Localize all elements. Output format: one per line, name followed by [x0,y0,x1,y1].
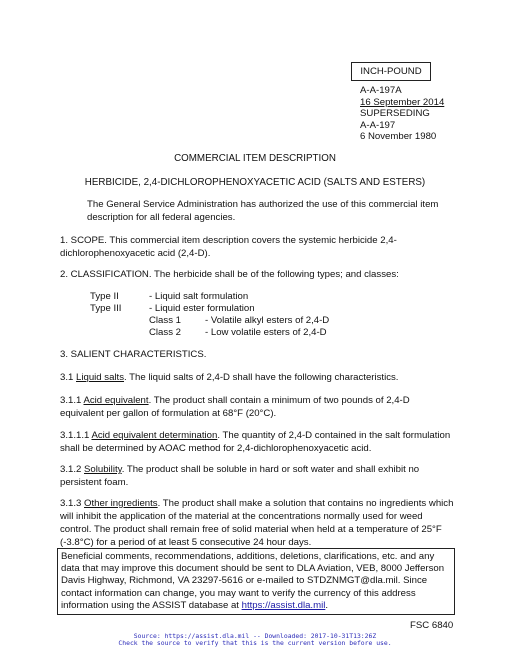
classification-paragraph: 2. CLASSIFICATION. The herbicide shall be of the following types; and classes: [60,269,399,280]
document-subtitle: HERBICIDE, 2,4-DICHLOROPHENOXYACETIC ACID (SALTS AND ESTERS) [84,177,426,188]
section-3-1-text: . The liquid salts of 2,4-D shall have the following characteristics. [124,372,399,383]
type-iii-description: - Liquid ester formulation [149,303,255,314]
section-3-1-1-1-text: . The quantity of 2,4-D contained in the salt formulation shall be determined by AOAC method for 2,4-dichlorophenoxyacetic acid. [60,430,451,454]
section-3-1-1 [60,394,448,420]
section-3-1-2-text: . The product shall be soluble in hard or soft water and shall exhibit no persistent foam. [60,464,420,488]
type-iii-label: Type III [90,303,122,314]
section-3-1-number: 3.1 [60,372,77,383]
notice-end: . [325,599,329,611]
document-date: 16 September 2014 [360,96,445,108]
section-3-1-1-heading: Acid equivalent [83,395,149,406]
inch-pound-stamp: INCH-POUND [351,62,431,81]
superseded-id: A-A-197 [360,119,396,131]
section-3-1-1-text: . The product shall contain a minimum of two pounds of 2,4-D equivalent per gallon of formulation at 68°F (20°C). [60,395,410,419]
class-1-description: - Volatile alkyl esters of 2,4-D [205,315,330,326]
scope-paragraph: 1. SCOPE. This commercial item description covers the systemic herbicide 2,4-dichlorophenoxyacetic acid (2,4-D). [60,235,397,259]
authorization-paragraph: The General Service Administration has authorized the use of this commercial item description for all federal agencies. [87,199,439,223]
comments-notice-box [57,548,455,615]
type-ii-label: Type II [90,291,119,302]
fsc-code: FSC 6840 [410,620,454,631]
source-line-verify: Check the source to verify that this is the current version before use. [118,639,392,648]
class-2-label: Class 2 [149,327,181,338]
type-ii-description: - Liquid salt formulation [149,291,249,302]
source-footer [0,633,510,648]
document-number-block [360,85,452,143]
section-3-1-2-heading: Solubility [84,464,122,475]
section-3-1-heading: Liquid salts [76,372,125,383]
document-title: COMMERCIAL ITEM DESCRIPTION [174,153,336,164]
section-3-1-3-heading: Other ingredients [84,498,158,509]
section-3-1-1-number: 3.1.1 [60,395,84,406]
source-line-download: Source: https://assist.dla.mil -- Downloaded: 2017-10-31T13:26Z [133,632,377,640]
section-3-1-2-number: 3.1.2 [60,464,85,475]
class-1-label: Class 1 [149,315,181,326]
section-3-1-2 [60,463,448,489]
superseded-date: 6 November 1980 [360,131,437,142]
section-3-1-3-text: . The product shall make a solution that contains no ingredients which will inhibit the application of the material at the concentrations normally used for weed control. The product shall remain free of solid material when held at a temperature of 25°F (-3.8°C) for a period of at least 5 consecutive 24 hour days. [60,498,454,548]
types-table [90,291,329,339]
section-3-1-1-1-heading: Acid equivalent determination [91,430,218,441]
class-2-description: - Low volatile esters of 2,4-D [205,327,327,338]
section-3-1 [60,371,450,384]
section-3-1-3 [60,497,454,549]
assist-link[interactable]: https://assist.dla.mil [241,599,326,611]
section-3-1-3-number: 3.1.3 [60,498,85,509]
section-3-1-1-1 [60,429,452,455]
document-id: A-A-197A [360,85,402,96]
salient-heading: 3. SALIENT CHARACTERISTICS. [60,349,207,360]
superseding-label: SUPERSEDING [360,108,430,119]
section-3-1-1-1-number: 3.1.1.1 [60,430,92,441]
notice-text: Beneficial comments, recommendations, additions, deletions, clarifications, etc. and any data that may improve this document should be sent to DLA Aviation, VEB, 8000 Jefferson Davis Highway, Richmond, VA 23297-5616 or e-mailed to STDZNMGT@dla.mil. Since contact information can change, you may want to verify the currency of this address information using the ASSIST database at [61,551,445,611]
